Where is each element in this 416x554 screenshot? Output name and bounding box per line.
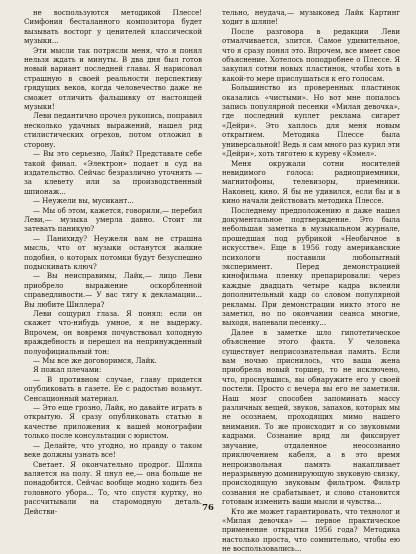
paragraph: Эти мысли так потрясли меня, что я понял нельзя ждать и минуты. В два дня был готов новый вариант последней главы. Я нарисовал страшную в своей реальности перспективу грядущих веков, когда человечество даже не сможет отличить фальшивку от настоящей музыки! bbox=[24, 45, 202, 112]
paragraph: — Это еще грозно, Лайк, но давайте играть в открытую. Я сразу опубликовать статью в качестве приложения к вашей монографии только после консультации с юристом. bbox=[24, 403, 202, 441]
paragraph: — Вы неисправимы, Лайк,— лицо Леви приобрело выражение оскорбленной справедливости.— У вас тягу к декламации... Вы любите Шиллера? bbox=[24, 271, 202, 309]
paragraph: Леви сощурил глаза. Я понял: если он скажет что-нибудь умное, я не выдержу. Впрочем, он вовремя почувствовал холодную враждебность и перешел на непринужденный полуофициальный тон: bbox=[24, 309, 202, 356]
paragraph: Далее в заметке шло гипотетическое объяснение этого факта. У человека существует неприсознательная память. Если вам ночью приснилось, что ваша жена приобрела новый торшер, то не исключено, что, проснувшись, вы обнаружите его у своей постели. Просто с вечера вы его не заметили. Наш мозг способен запоминать массу различных вещей, звуков, запахов, которых мы не осознаем, проходящих мимо нашего внимания. То же происходит и со звуковыми кадрами. Сознание вряд ли фиксирует звучание, отдаленное неосознанно приключением кабеля, а в это время непроизвольная память накапливает неразрывную доминирующую звуковую связку, происходящую звуковым фильтром. Фильтр сознания не срабатывает, и слово становится готовым изменить ваши мысли и чувства... bbox=[222, 327, 400, 507]
paragraph: Последнему предположению я даже нашел документальное подтверждение. Это была небольшая заметка в музыкальном журнале, прошедшая под рубрикой «Необычное в искусстве». Еще в 1956 году американские психологи поставили любопытный эксперимент. Перед демонстрацией кинофильма пленку препарировали: через каждые двадцать четыре кадра вклеили дополнительный кадр со словом популярной рекламы. При демонстрации никто этого не заметил, но по окончании сеанса многие, выходя, напевали песенку... bbox=[222, 205, 400, 328]
paragraph: Большинство из проверенных пластинок оказались «чистыми». Но вот мне попалось запись популярной песенки «Милая девочка», где последний куплет реклама сигарет «Дейри». Это хаплось для меня новым открытием. Методика Плессе была универсальной! Ведь я сам много раз курил эти «Дейри», хоть тяготею к куреву «Кэмел». bbox=[222, 83, 400, 159]
paragraph: — Панихиду? Неужели вам не страшна мысль, что от музыки останутся жалкие подобия, о которых потомки будут безуспешно подыскивать ключ? bbox=[24, 233, 202, 271]
paragraph: — Мы об этом, кажется, говорили,— перебил Леви,— музыка умерла давно. Стоит ли затевать паникую? bbox=[24, 205, 202, 234]
paragraph: Я пожал плечами: bbox=[33, 365, 102, 375]
paragraph: — В противном случае, главу придется опубликовать в газете. Ее с радостью возьмут. Сенсационный материал. bbox=[24, 374, 202, 403]
paragraph: тельно, неудача,— музыковед Лайк Картинг ходит в шляпе! bbox=[222, 8, 400, 27]
paragraph: Светает. Я окончательно продрог. Шляпа валяется на полу. Я пнул ее,— она больше не понадобится. Сейчас вообще модно ходить без головного убора... То, что спустя куртку, но рассчитывали на старомодную деталь. Действи- bbox=[24, 459, 202, 516]
paragraph: — Делайте, что угодно, но правду о таком веке должны узнать все! bbox=[24, 440, 202, 460]
page-number: 76 bbox=[202, 503, 214, 513]
left-column bbox=[24, 8, 202, 554]
right-column bbox=[222, 8, 400, 554]
paragraph: не воспользуются методикой Плессе! Симфония бесталанного композитора будет вызывать восторг у ценителей классической музыки... bbox=[24, 8, 202, 46]
paragraph: Леви педантично прочел рукопись, поправил несколько удачных выражений, нашел ряд стилистических огрехов, потом отложил в сторону. bbox=[24, 111, 202, 149]
paragraph: Меня окружали сотни носителей невидимого голоса: радиоприемники, магнитофоны, телевизоры, приемники. Наконец, кино. Я бы не удивился, если бы и в кино начали действовать методика Плессе. bbox=[222, 158, 400, 206]
paragraph: — Мы все же договоримся, Лайк. bbox=[33, 356, 157, 366]
paragraph: — Неужели вы, мусикант... bbox=[33, 196, 134, 206]
text-columns bbox=[24, 8, 400, 554]
paragraph: Кто же может гарантировать, что технолог и «Милая девочка» — первое практическое применение открытия 1956 года? Методика настолько проста, что сомнительно, чтобы ею не воспользовались... bbox=[222, 506, 400, 554]
paragraph: — Вы это серьезно, Лайк? Представьте себе такой финал. «Электрон» подает в суд на издательство. Сейчас безразлично уточнять — за клевету или за производственный шпионаж... bbox=[24, 149, 202, 196]
paragraph: После разговора в редакции Леви отмалчивается, злится. Самое удивительное, что я сразу понял это. Впрочем, все имеет свое объяснение. Хотелось поподробнее о Плессе. Я закупил сотни новых пластинок, чтобы хоть в какой-то мере прислушаться к его голосам. bbox=[222, 26, 400, 83]
